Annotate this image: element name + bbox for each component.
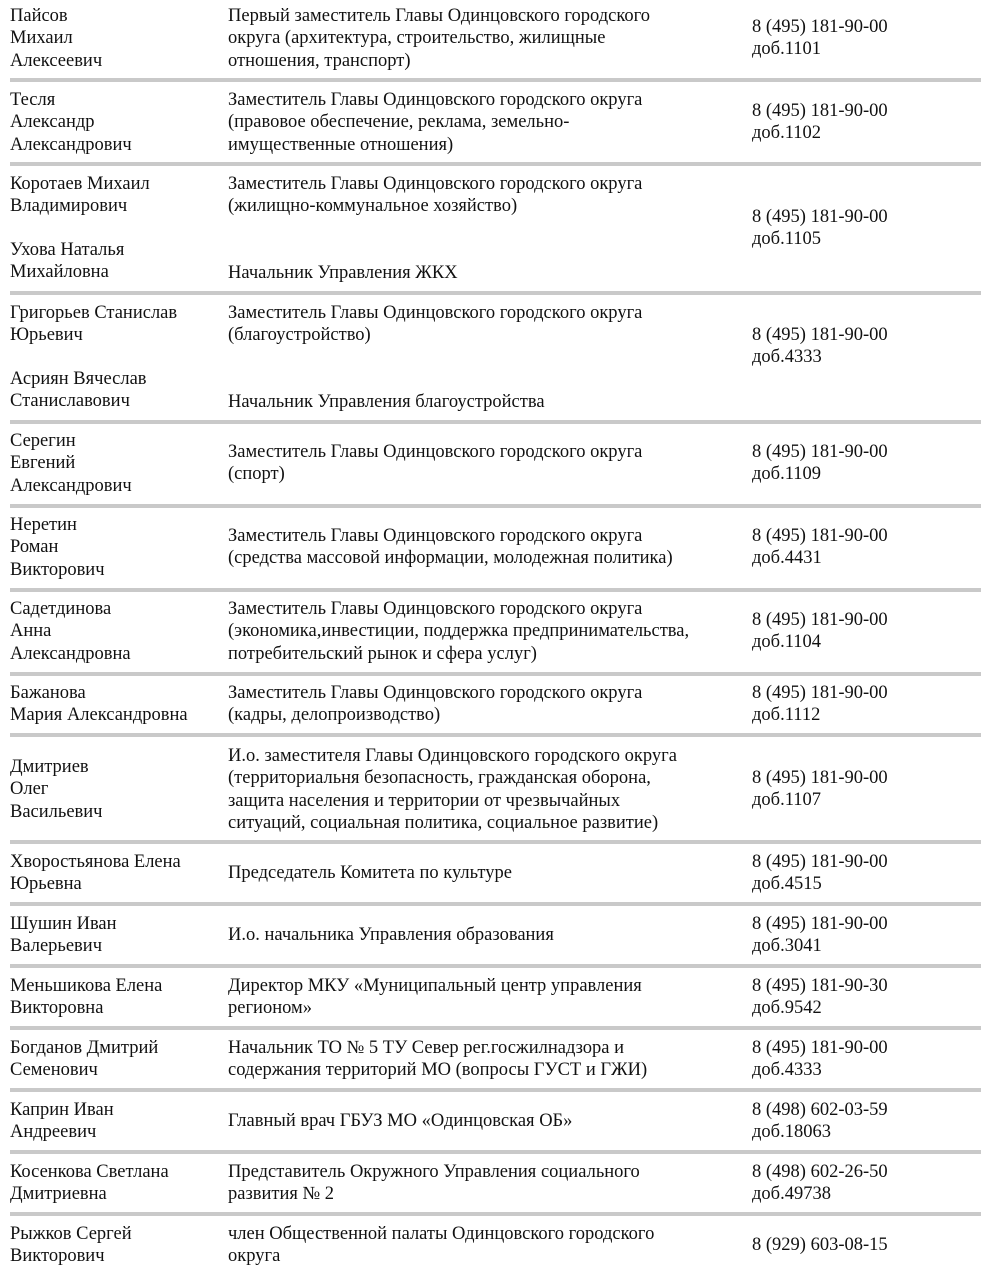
position-text: Начальник Управления благоустройства bbox=[228, 392, 545, 412]
position-text: Заместитель Главы Одинцовского городского округа (спорт) bbox=[228, 442, 643, 485]
row-divider bbox=[10, 420, 981, 424]
position-text: Заместитель Главы Одинцовского городского округа (экономика,инвестиции, поддержка предпринимательства, потребительский рынок и сфера услуг) bbox=[228, 599, 690, 664]
position-text: Главный врач ГБУЗ МО «Одинцовская ОБ» bbox=[228, 1111, 573, 1131]
phone-text: 8 (495) 181-90-30 доб.9542 bbox=[752, 976, 888, 1019]
position-text: Начальник ТО № 5 ТУ Север рег.госжилнадзора и содержания территорий МО (вопросы ГУСТ и ГЖИ) bbox=[228, 1038, 648, 1081]
phone-text: 8 (495) 181-90-00 доб.1112 bbox=[752, 683, 888, 726]
position-text: член Общественной палаты Одинцовского городского округа bbox=[228, 1224, 655, 1267]
person-name: Богданов Дмитрий Семенович bbox=[10, 1038, 159, 1081]
phone-text: 8 (498) 602-03-59 доб.18063 bbox=[752, 1100, 888, 1143]
phone-text: 8 (495) 181-90-00 доб.1109 bbox=[752, 442, 888, 485]
phone-text: 8 (495) 181-90-00 доб.4333 bbox=[752, 325, 888, 368]
row-divider bbox=[10, 902, 981, 906]
person-name: Пайсов Михаил Алексеевич bbox=[10, 6, 103, 71]
position-text: И.о. заместителя Главы Одинцовского городского округа (территориальня безопасность, гражданская оборона, защита населения и территории от чрезвычайных ситуаций, социальная политика, социальное развитие) bbox=[228, 746, 677, 834]
row-divider bbox=[10, 504, 981, 508]
person-name: Шушин Иван Валерьевич bbox=[10, 914, 117, 957]
person-name: Асриян Вячеслав Станиславович bbox=[10, 369, 147, 412]
row-divider bbox=[10, 588, 981, 592]
person-name: Ухова Наталья Михайловна bbox=[10, 240, 125, 283]
phone-text: 8 (929) 603-08-15 bbox=[752, 1235, 888, 1255]
phone-text: 8 (495) 181-90-00 доб.4515 bbox=[752, 852, 888, 895]
row-divider bbox=[10, 964, 981, 968]
phone-text: 8 (495) 181-90-00 доб.4333 bbox=[752, 1038, 888, 1081]
row-divider bbox=[10, 1150, 981, 1154]
position-text: Начальник Управления ЖКХ bbox=[228, 263, 458, 283]
position-text: Заместитель Главы Одинцовского городского округа (средства массовой информации, молодежная политика) bbox=[228, 526, 673, 569]
phone-text: 8 (495) 181-90-00 доб.1102 bbox=[752, 101, 888, 144]
row-divider bbox=[10, 1026, 981, 1030]
person-name: Садетдинова Анна Александровна bbox=[10, 599, 131, 664]
person-name: Каприн Иван Андреевич bbox=[10, 1100, 114, 1143]
phone-text: 8 (495) 181-90-00 доб.1104 bbox=[752, 610, 888, 653]
row-divider bbox=[10, 1088, 981, 1092]
person-name: Серегин Евгений Александрович bbox=[10, 431, 132, 496]
phone-text: 8 (495) 181-90-00 доб.1101 bbox=[752, 17, 888, 60]
person-name: Дмитриев Олег Васильевич bbox=[10, 757, 103, 822]
row-divider bbox=[10, 162, 981, 166]
phone-text: 8 (495) 181-90-00 доб.4431 bbox=[752, 526, 888, 569]
person-name: Коротаев Михаил Владимирович bbox=[10, 174, 150, 217]
phone-text: 8 (498) 602-26-50 доб.49738 bbox=[752, 1162, 888, 1205]
phone-text: 8 (495) 181-90-00 доб.3041 bbox=[752, 914, 888, 957]
person-name: Григорьев Станислав Юрьевич bbox=[10, 303, 178, 346]
row-divider bbox=[10, 78, 981, 82]
position-text: И.о. начальника Управления образования bbox=[228, 925, 554, 945]
position-text: Первый заместитель Главы Одинцовского городского округа (архитектура, строительство, жилищные отношения, транспорт) bbox=[228, 6, 650, 71]
row-divider bbox=[10, 733, 981, 737]
person-name: Меньшикова Елена Викторовна bbox=[10, 976, 163, 1019]
person-name: Косенкова Светлана Дмитриевна bbox=[10, 1162, 169, 1205]
position-text: Заместитель Главы Одинцовского городского округа (правовое обеспечение, реклама, земельно- имущественные отношения) bbox=[228, 90, 643, 155]
position-text: Заместитель Главы Одинцовского городского округа (кадры, делопроизводство) bbox=[228, 683, 643, 726]
position-text: Председатель Комитета по культуре bbox=[228, 863, 512, 883]
position-text: Заместитель Главы Одинцовского городского округа (благоустройство) bbox=[228, 303, 643, 346]
position-text: Представитель Окружного Управления социального развития № 2 bbox=[228, 1162, 640, 1205]
person-name: Тесля Александр Александрович bbox=[10, 90, 132, 155]
position-text: Заместитель Главы Одинцовского городского округа (жилищно-коммунальное хозяйство) bbox=[228, 174, 643, 217]
person-name: Неретин Роман Викторович bbox=[10, 515, 105, 580]
phone-text: 8 (495) 181-90-00 доб.1105 bbox=[752, 207, 888, 250]
person-name: Рыжков Сергей Викторович bbox=[10, 1224, 132, 1267]
person-name: Бажанова Мария Александровна bbox=[10, 683, 188, 726]
row-divider bbox=[10, 672, 981, 676]
row-divider bbox=[10, 291, 981, 295]
phone-text: 8 (495) 181-90-00 доб.1107 bbox=[752, 768, 888, 811]
row-divider bbox=[10, 840, 981, 844]
position-text: Директор МКУ «Муниципальный центр управления регионом» bbox=[228, 976, 642, 1019]
row-divider bbox=[10, 1212, 981, 1216]
person-name: Хворостьянова Елена Юрьевна bbox=[10, 852, 181, 895]
